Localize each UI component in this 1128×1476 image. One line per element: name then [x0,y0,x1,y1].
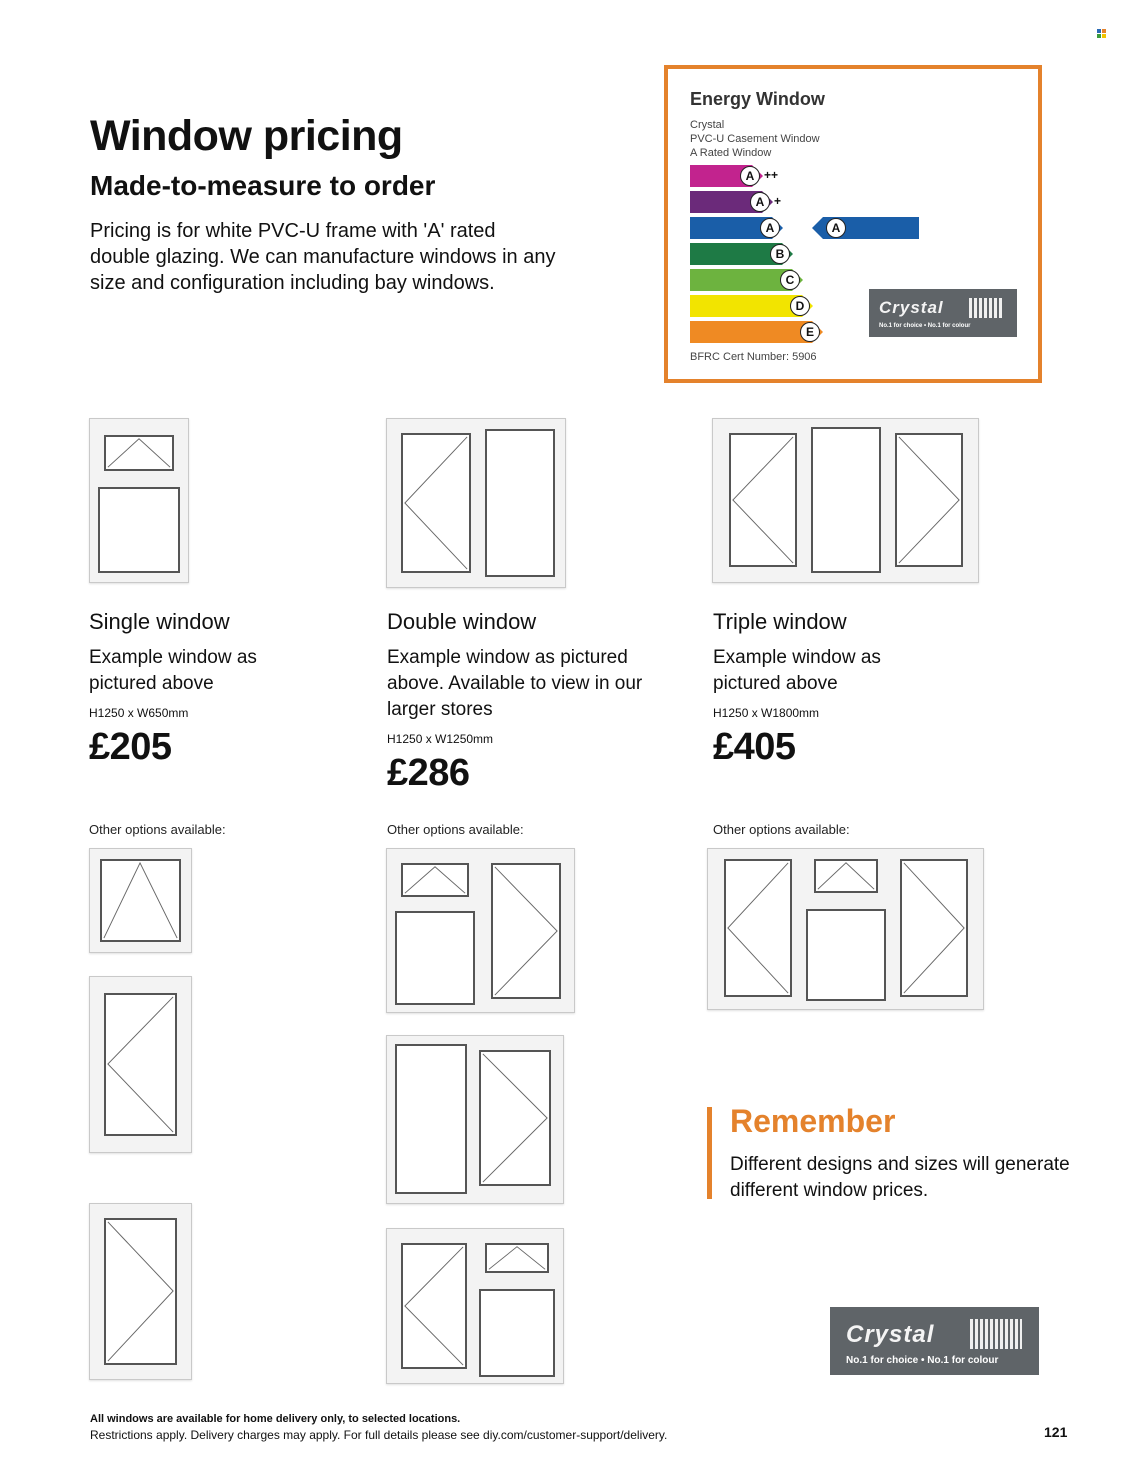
energy-band-b [690,243,785,265]
energy-cert-number: BFRC Cert Number: 5906 [690,351,817,363]
double-window-size: H1250 x W1250mm [387,732,494,746]
single-window-price: £205 [89,726,172,768]
triple-window-price: £405 [713,726,796,768]
energy-rating-letter: A [826,218,846,238]
double-option-right-opener-image [386,1035,564,1204]
single-window-other-options: Other options available: [89,822,226,837]
energy-rating-arrow [823,217,919,239]
crystal-logo [869,289,1017,337]
intro-text: Pricing is for white PVC-U frame with 'A' rated double glazing. We can manufacture windows in any size and configuration including bay windows. [90,220,556,294]
energy-band-letter: A [760,218,780,238]
energy-band-suffix: ++ [764,168,779,182]
triple-window-image [712,418,979,583]
footer-delivery-note: All windows are available for home delivery only, to selected locations. [90,1413,461,1425]
energy-band-suffix: + [774,194,782,208]
crystal-logo-bottom-mark [970,1319,1022,1349]
energy-band-letter: E [800,322,820,342]
energy-band-letter: D [790,296,810,316]
double-option-top-vent-image [386,848,575,1013]
crystal-logo-bottom [830,1307,1039,1375]
page-subtitle: Made-to-measure to order [90,170,436,201]
double-option-left-opener-vent-image [386,1228,564,1384]
triple-window-title: Triple window [713,609,847,634]
energy-label-product: PVC-U Casement Window [690,133,820,145]
double-window-price: £286 [387,752,470,794]
double-window-other-options: Other options available: [387,822,524,837]
energy-band-d [690,295,805,317]
triple-window-size: H1250 x W1800mm [713,706,820,720]
remember-title: Remember [730,1103,896,1139]
energy-band-letter: A [740,166,760,186]
crystal-logo-bottom-word: Crystal [846,1321,935,1348]
remember-accent-bar [707,1107,712,1199]
energy-band-letter: B [770,244,790,264]
double-window-title: Double window [387,609,537,634]
energy-band-a-plus [690,191,782,213]
energy-label-title: Energy Window [690,89,825,109]
energy-label [664,65,1042,383]
single-window-title: Single window [89,609,230,634]
crystal-logo-tagline: No.1 for choice • No.1 for colour [879,323,971,329]
energy-band-letter: A [750,192,770,212]
energy-label-brand: Crystal [690,119,725,131]
page-number: 121 [1044,1424,1068,1440]
single-window-desc: Example window as pictured above [89,647,257,694]
single-window-size: H1250 x W650mm [89,706,189,720]
energy-band-e [690,321,812,343]
energy-band-c [690,269,795,291]
triple-window-desc: Example window as pictured above [713,647,881,694]
energy-label-rating-text: A Rated Window [690,147,772,159]
triple-option-top-vent-image [707,848,984,1010]
crystal-logo-word: Crystal [879,298,944,317]
double-window-desc: Example window as pictured above. Available to view in our larger stores [387,647,643,720]
single-option-side-right-image [89,1203,192,1380]
corner-brand-icon [1097,29,1106,38]
crystal-logo-mark [969,298,1003,318]
double-window-image [386,418,566,588]
energy-band-a-plusplus [690,165,779,187]
remember-text: Different designs and sizes will generate different window prices. [730,1154,1070,1201]
energy-band-a [690,217,775,239]
footer-restrictions: Restrictions apply. Delivery charges may apply. For full details please see diy.com/customer-support/delivery. [90,1428,668,1442]
energy-band-letter: C [780,270,800,290]
page-title: Window pricing [90,112,403,160]
single-option-top-hung-image [89,848,192,953]
crystal-logo-bottom-tagline: No.1 for choice • No.1 for colour [846,1355,999,1366]
single-window-image [89,418,189,583]
single-option-side-left-image [89,976,192,1153]
triple-window-other-options: Other options available: [713,822,850,837]
